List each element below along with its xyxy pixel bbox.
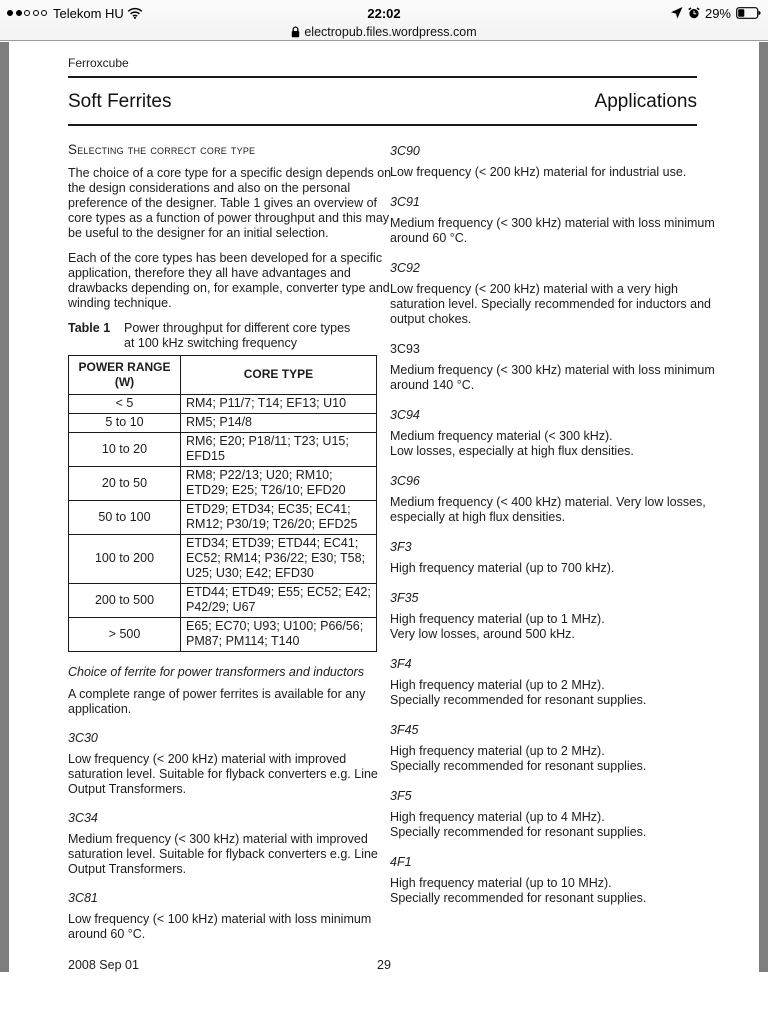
status-bar-row — [0, 0, 768, 23]
table-row — [69, 583, 377, 617]
material-name: 3C94 — [390, 407, 420, 422]
material-description: Medium frequency (< 300 kHz) material with improved saturation level. Suitable for flyback converters e.g. Line Output Transformers. — [68, 831, 378, 876]
material-description: High frequency material (up to 2 MHz). Specially recommended for resonant supplies. — [390, 743, 647, 773]
material-name: 3C93 — [390, 341, 420, 356]
paragraph: Each of the core types has been developed for a specific application, therefore they all have advantages and drawbacks depending on, for example, converter type and winding technique. — [68, 250, 390, 310]
page-title: Soft Ferrites — [68, 90, 172, 112]
core-type-cell: RM6; E20; P18/11; T23; U15; EFD15 — [181, 432, 377, 466]
material-description: High frequency material (up to 10 MHz). Specially recommended for resonant supplies. — [390, 875, 647, 905]
table-row — [69, 466, 377, 500]
paragraph: The choice of a core type for a specific design depends on the design considerations and also on the personal preference of the designer. Table 1 gives an overview of core types as a function of power throughput and this may be useful to the designer for an initial selection. — [68, 165, 392, 240]
material-entry — [390, 143, 698, 180]
table-caption — [68, 321, 380, 351]
status-icons-group — [671, 6, 761, 21]
table-row — [69, 500, 377, 534]
material-name: 3F3 — [390, 539, 412, 554]
table-caption-text: Power throughput for different core types at 100 kHz switching frequency — [124, 320, 351, 350]
power-range-cell: < 5 — [69, 394, 181, 413]
material-name: 3C92 — [390, 260, 420, 275]
core-type-cell: ETD34; ETD39; ETD44; EC41; EC52; RM14; P36/22; E30; T58; U25; U30; E42; EFD30 — [181, 534, 377, 583]
footer-date: 2008 Sep 01 — [68, 958, 139, 972]
two-column-layout — [68, 141, 715, 942]
url-bar[interactable] — [0, 23, 768, 40]
material-entry — [390, 260, 712, 327]
material-description: Low frequency (< 200 kHz) material with improved saturation level. Suitable for flyback converters e.g. Line Output Transformers. — [68, 751, 378, 796]
right-column — [390, 142, 715, 942]
power-throughput-table — [68, 355, 377, 652]
header-rule-thick — [68, 124, 697, 126]
url-label: electropub.files.wordpress.com — [304, 24, 477, 39]
section-heading: Selecting the correct core type — [68, 141, 256, 157]
material-name: 3F5 — [390, 788, 412, 803]
power-range-cell: > 500 — [69, 617, 181, 651]
pdf-viewer[interactable] — [0, 42, 768, 1024]
material-name: 3C30 — [68, 730, 98, 745]
material-entry — [390, 473, 706, 525]
page-edge-right — [759, 42, 768, 972]
material-entry — [390, 341, 715, 393]
material-name: 3F45 — [390, 722, 419, 737]
page-subtitle: Applications — [594, 90, 697, 112]
material-description: Medium frequency (< 300 kHz) material with loss minimum around 140 °C. — [390, 362, 715, 392]
material-name: 3C34 — [68, 810, 98, 825]
material-description: High frequency material (up to 2 MHz). Specially recommended for resonant supplies. — [390, 677, 647, 707]
core-type-header: CORE TYPE — [181, 355, 377, 394]
core-type-cell: RM5; P14/8 — [181, 413, 377, 432]
power-range-cell: 20 to 50 — [69, 466, 181, 500]
table-caption-label: Table 1 — [68, 320, 111, 335]
footer-page-number: 29 — [377, 958, 391, 972]
table-row — [69, 394, 377, 413]
material-entry — [390, 722, 698, 774]
material-description: High frequency material (up to 700 kHz). — [390, 560, 615, 575]
material-description: Low frequency (< 200 kHz) material with a very high saturation level. Specially recommended for inductors and output chokes. — [390, 281, 712, 326]
material-entry — [390, 194, 715, 246]
material-description: Medium frequency (< 300 kHz) material with loss minimum around 60 °C. — [390, 215, 715, 245]
alarm-clock-icon — [688, 7, 700, 19]
location-arrow-icon — [671, 7, 683, 19]
core-type-cell: E65; EC70; U93; U100; P66/56; PM87; PM114; T140 — [181, 617, 377, 651]
material-entry — [390, 788, 698, 840]
material-entry — [68, 890, 380, 942]
left-column — [68, 141, 392, 942]
document-header — [68, 89, 697, 114]
material-description: Medium frequency (< 400 kHz) material. Very low losses, especially at high flux densities. — [390, 494, 706, 524]
document-footer — [0, 958, 768, 978]
battery-percent-label: 29% — [704, 5, 731, 21]
power-range-cell: 50 to 100 — [69, 500, 181, 534]
core-type-cell: ETD44; ETD49; E55; EC52; E42; P42/29; U67 — [181, 583, 377, 617]
material-name: 3C81 — [68, 890, 98, 905]
material-entry — [68, 730, 380, 797]
material-description: Medium frequency material (< 300 kHz). Low losses, especially at high flux densities. — [390, 428, 634, 458]
table-row — [69, 413, 377, 432]
material-entry — [390, 590, 698, 642]
material-description: Low frequency (< 200 kHz) material for industrial use. — [390, 164, 687, 179]
material-entry — [68, 810, 380, 877]
pdf-page — [9, 42, 759, 972]
table-row — [69, 534, 377, 583]
material-entry — [390, 656, 698, 708]
power-range-cell: 100 to 200 — [69, 534, 181, 583]
table-row — [69, 617, 377, 651]
material-name: 3C91 — [390, 194, 420, 209]
material-name: 3C96 — [390, 473, 420, 488]
battery-icon — [736, 7, 761, 19]
material-entry — [390, 407, 698, 459]
lock-icon — [291, 26, 300, 38]
material-name: 4F1 — [390, 854, 412, 869]
material-entry — [390, 539, 698, 576]
subsection-heading: Choice of ferrite for power transformers and inductors — [68, 664, 364, 679]
power-range-cell: 200 to 500 — [69, 583, 181, 617]
material-description: High frequency material (up to 4 MHz). Specially recommended for resonant supplies. — [390, 809, 647, 839]
power-range-header: POWER RANGE (W) — [69, 355, 181, 394]
material-entry — [390, 854, 698, 906]
core-type-cell: ETD29; ETD34; EC35; EC41; RM12; P30/19; T26/20; EFD25 — [181, 500, 377, 534]
power-range-cell: 5 to 10 — [69, 413, 181, 432]
power-range-cell: 10 to 20 — [69, 432, 181, 466]
table-header-row — [69, 355, 377, 394]
material-name: 3C90 — [390, 143, 420, 158]
material-name: 3F4 — [390, 656, 412, 671]
material-description: High frequency material (up to 1 MHz). Very low losses, around 500 kHz. — [390, 611, 605, 641]
table-row — [69, 432, 377, 466]
core-type-cell: RM4; P11/7; T14; EF13; U10 — [181, 394, 377, 413]
carrier-label: Telekom HU — [53, 5, 124, 21]
material-description: Low frequency (< 100 kHz) material with loss minimum around 60 °C. — [68, 911, 372, 941]
brand-label: Ferroxcube — [68, 56, 129, 70]
paragraph: A complete range of power ferrites is available for any application. — [68, 686, 366, 716]
material-name: 3F35 — [390, 590, 419, 605]
status-bar — [0, 0, 768, 41]
header-rule-thin — [68, 76, 697, 78]
page-edge-left — [0, 42, 9, 972]
clock-time: 22:02 — [367, 5, 401, 21]
core-type-cell: RM8; P22/13; U20; RM10; ETD29; E25; T26/10; EFD20 — [181, 466, 377, 500]
